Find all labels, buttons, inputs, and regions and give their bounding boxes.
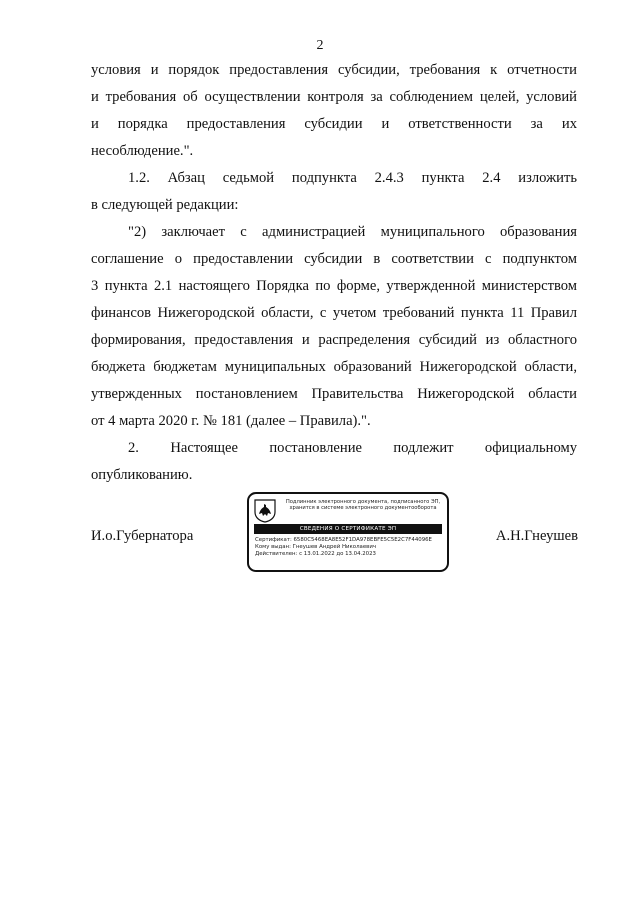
text-line: несоблюдение.". [91,143,194,159]
signatory-name: А.Н.Гнеушев [495,528,578,544]
electronic-signature-stamp [247,492,449,572]
certificate-number: Сертификат: 6580C5468EA8E52F1DA978EBFE5C5E2C7F44096E [255,537,432,543]
text-line: 1.2. Абзац седьмой подпункта 2.4.3 пункта 2.4 изложить [128,170,577,186]
text-line: опубликованию. [91,467,193,483]
text-line: бюджета бюджетам муниципальных образований Нижегородской области, [91,359,577,375]
text-line: от 4 марта 2020 г. № 181 (далее – Правила).". [91,413,371,429]
signatory-position: И.о.Губернатора [91,528,194,544]
document-body [91,57,577,489]
text-line: 2. Настоящее постановление подлежит официальному [128,440,577,456]
paragraph-quoted-text [91,219,577,435]
text-line: 3 пункта 2.1 настоящего Порядка по форме, утвержденной министерством [91,278,577,294]
text-line: финансов Нижегородской области, с учетом требований пункта 11 Правил [91,305,577,321]
text-line: и требования об осуществлении контроля за соблюдением целей, условий [91,89,577,105]
certificate-owner: Кому выдан: Гнеушев Андрей Николаевич [255,544,377,550]
text-line: формирования, предоставления и распределения субсидий из областного [91,332,577,348]
text-line: соглашение о предоставлении субсидии в соответствии с подпунктом [91,251,577,267]
paragraph-amendment-1-2 [91,165,577,219]
text-line: утвержденных постановлением Правительства Нижегородской области [91,386,577,402]
stamp-header: СВЕДЕНИЯ О СЕРТИФИКАТЕ ЭП [254,524,442,534]
text-line: "2) заключает с администрацией муниципального образования [128,224,577,240]
stamp-note: Подлинник электронного документа, подписанного ЭП, хранится в системе электронного документооборота [285,499,441,512]
paragraph-publication [91,435,577,489]
text-line: в следующей редакции: [91,197,239,213]
certificate-validity: Действителен: с 13.01.2022 до 13.04.2023 [255,551,376,557]
coat-of-arms-icon [254,499,276,523]
text-line: условия и порядок предоставления субсидии, требования к отчетности [91,62,577,78]
text-line: и порядка предоставления субсидии и ответственности за их [91,116,577,132]
paragraph-conditions [91,57,577,165]
page-number: 2 [316,38,324,53]
stamp-details [255,537,445,558]
